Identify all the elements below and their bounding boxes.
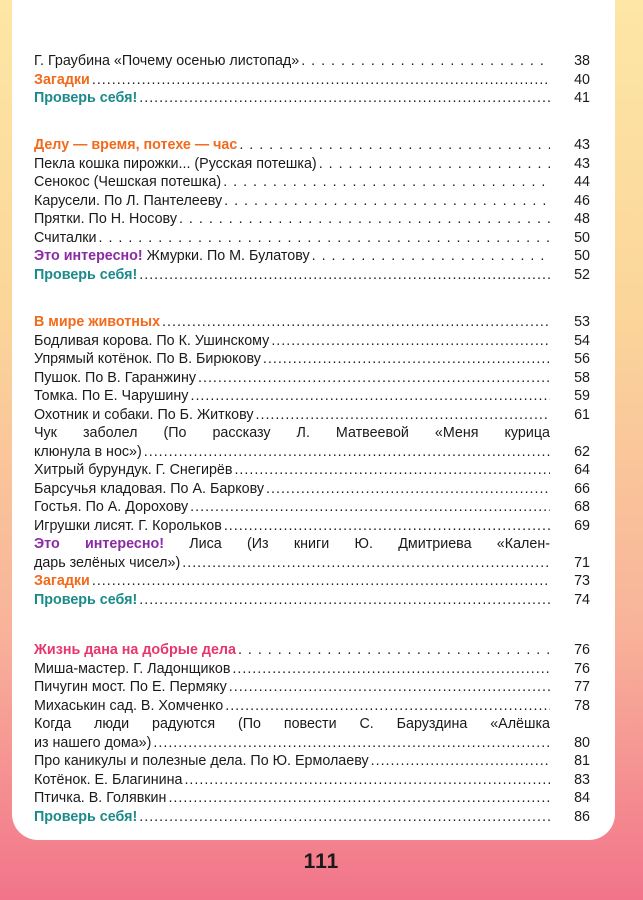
toc-entry[interactable] bbox=[34, 443, 590, 462]
toc-entry[interactable] bbox=[34, 771, 590, 790]
toc-entry-title bbox=[34, 808, 137, 827]
toc-text: Про каникулы и полезные дела. По Ю. Ермолаеву bbox=[34, 753, 369, 769]
toc-entry[interactable] bbox=[34, 52, 590, 71]
dot-leader bbox=[190, 498, 550, 517]
toc-entry[interactable] bbox=[34, 808, 590, 827]
toc-text: Игрушки лисят. Г. Корольков bbox=[34, 517, 222, 534]
toc-text: Гостья. По А. Дорохову bbox=[34, 499, 189, 515]
toc-text: Прятки. По Н. Носову bbox=[34, 211, 177, 227]
toc-entry[interactable] bbox=[34, 789, 590, 808]
toc-entry-title bbox=[34, 369, 196, 388]
toc-text: Когда люди радуются (По повести С. Баруздина «Алёшка bbox=[34, 716, 550, 732]
dot-leader bbox=[139, 89, 550, 108]
dot-leader bbox=[139, 808, 550, 827]
toc-text: Бодливая корова. По К. Ушинскому bbox=[34, 332, 270, 349]
toc-entry[interactable] bbox=[34, 71, 590, 90]
toc-page-number: 54 bbox=[574, 332, 590, 349]
toc-page-number: 68 bbox=[574, 499, 590, 515]
toc-text: клюнула в нос») bbox=[34, 443, 142, 460]
dot-leader bbox=[263, 350, 550, 369]
toc-text: Лиса (Из книги Ю. Дмитриева «Кален- bbox=[163, 536, 550, 552]
toc-entry[interactable] bbox=[34, 192, 590, 211]
toc-entry-title bbox=[34, 71, 90, 90]
toc-page-number: 56 bbox=[574, 351, 590, 367]
dot-leader bbox=[238, 641, 550, 660]
toc-text: Птичка. В. Голявкин bbox=[34, 790, 167, 806]
dot-leader bbox=[190, 387, 550, 406]
toc-entry[interactable] bbox=[34, 332, 590, 351]
toc-entry[interactable] bbox=[34, 554, 590, 573]
toc-section bbox=[34, 641, 590, 826]
toc-label-purple: Это интересно! bbox=[34, 248, 143, 264]
toc-page-number: 77 bbox=[574, 679, 590, 695]
toc-page-number: 46 bbox=[574, 192, 590, 209]
toc-text: Упрямый котёнок. По В. Бирюкову bbox=[34, 351, 261, 367]
toc-entry-title bbox=[34, 789, 166, 808]
dot-leader bbox=[319, 155, 550, 174]
toc-page-number: 71 bbox=[574, 554, 590, 571]
dot-leader bbox=[168, 789, 550, 808]
dot-leader bbox=[179, 210, 550, 229]
toc-entry-title bbox=[34, 173, 221, 192]
dot-leader bbox=[144, 443, 550, 462]
toc-page-number: 38 bbox=[574, 53, 590, 69]
toc-page-number: 52 bbox=[574, 266, 590, 283]
toc-text: Хитрый бурундук. Г. Снегирёв bbox=[34, 462, 233, 478]
toc-entry-title bbox=[34, 313, 160, 332]
toc-entry-title bbox=[34, 591, 137, 610]
toc-text: Пушок. По В. Гаранжину bbox=[34, 369, 197, 386]
dot-leader bbox=[371, 752, 550, 771]
toc-entry-title bbox=[34, 678, 227, 697]
toc-entry-title bbox=[34, 266, 137, 285]
toc-label-teal: Проверь себя! bbox=[34, 90, 138, 106]
dot-leader bbox=[99, 229, 550, 248]
toc-entry[interactable] bbox=[34, 313, 590, 332]
toc-entry-title bbox=[34, 498, 188, 517]
toc-page-number: 61 bbox=[574, 406, 590, 423]
toc-page-number: 69 bbox=[574, 517, 590, 534]
toc-page-number: 44 bbox=[574, 174, 590, 190]
toc-page-number: 43 bbox=[574, 137, 590, 153]
toc-page-number: 76 bbox=[574, 642, 590, 658]
toc-entry[interactable] bbox=[34, 715, 590, 734]
toc-entry-title bbox=[34, 554, 180, 573]
toc-entry[interactable] bbox=[34, 136, 590, 155]
dot-leader bbox=[139, 266, 550, 285]
toc-entry-title bbox=[34, 192, 222, 211]
toc-entry[interactable] bbox=[34, 697, 590, 716]
dot-leader bbox=[153, 734, 550, 753]
dot-leader bbox=[139, 591, 550, 610]
dot-leader bbox=[198, 369, 550, 388]
dot-leader bbox=[232, 660, 550, 679]
toc-text: Сенокос (Чешская потешка) bbox=[34, 174, 222, 190]
dot-leader bbox=[92, 572, 550, 591]
toc-text: Карусели. По Л. Пантелееву bbox=[34, 192, 223, 209]
toc-entry-title bbox=[34, 752, 369, 771]
toc-entry-title bbox=[34, 229, 97, 248]
dot-leader bbox=[92, 71, 550, 90]
dot-leader bbox=[239, 136, 550, 155]
toc-section bbox=[34, 136, 590, 284]
dot-leader bbox=[224, 517, 550, 536]
toc-label-purple: Это интересно! bbox=[34, 536, 164, 552]
toc-entry-title bbox=[34, 734, 151, 753]
toc-page-number: 50 bbox=[574, 229, 590, 246]
toc-label-teal: Проверь себя! bbox=[34, 808, 138, 825]
toc-entry[interactable] bbox=[34, 517, 590, 536]
dot-leader bbox=[266, 480, 550, 499]
dot-leader bbox=[184, 771, 550, 790]
toc-page-number: 59 bbox=[574, 388, 590, 404]
toc-entry[interactable] bbox=[34, 678, 590, 697]
dot-leader bbox=[234, 461, 550, 480]
toc-page-number: 78 bbox=[574, 697, 590, 714]
toc-label-orange: Загадки bbox=[34, 573, 90, 589]
toc-entry[interactable] bbox=[34, 155, 590, 174]
toc-section bbox=[34, 313, 590, 609]
toc-page-number: 73 bbox=[574, 573, 590, 589]
dot-leader bbox=[224, 192, 550, 211]
dot-leader bbox=[223, 173, 550, 192]
toc-text: Барсучья кладовая. По А. Баркову bbox=[34, 480, 265, 497]
page-number: 111 bbox=[303, 850, 340, 873]
toc-page-number: 84 bbox=[574, 790, 590, 806]
toc-entry[interactable] bbox=[34, 369, 590, 388]
toc-text: Считалки bbox=[34, 229, 97, 246]
dot-leader bbox=[162, 313, 550, 332]
toc-page-number: 86 bbox=[574, 808, 590, 825]
toc-entry[interactable] bbox=[34, 424, 590, 443]
toc-entry-title bbox=[34, 89, 137, 108]
toc-text: Томка. По Е. Чарушину bbox=[34, 388, 189, 404]
toc-text: дарь зелёных чисел») bbox=[34, 554, 181, 571]
toc-entry-title bbox=[34, 660, 230, 679]
toc-page-number: 66 bbox=[574, 480, 590, 497]
dot-leader bbox=[256, 406, 550, 425]
toc-entry[interactable] bbox=[34, 572, 590, 591]
toc-page-number: 62 bbox=[574, 443, 590, 460]
toc-entry[interactable] bbox=[34, 461, 590, 480]
toc-entry[interactable] bbox=[34, 406, 590, 425]
toc-entry-title bbox=[34, 641, 236, 660]
page-sheet bbox=[12, 0, 615, 840]
toc-entry[interactable] bbox=[34, 247, 590, 266]
toc-page-number: 41 bbox=[574, 90, 590, 106]
toc-page-number: 83 bbox=[574, 771, 590, 788]
toc-entry[interactable] bbox=[34, 480, 590, 499]
toc-page-number: 80 bbox=[574, 734, 590, 751]
toc-entry-title bbox=[34, 461, 232, 480]
toc-page-number: 76 bbox=[574, 660, 590, 677]
toc-entry-title bbox=[34, 247, 310, 266]
toc-page-number: 53 bbox=[574, 314, 590, 330]
toc-entry-title bbox=[34, 572, 90, 591]
dot-leader bbox=[182, 554, 550, 573]
toc-entry-title bbox=[34, 406, 254, 425]
toc-page-number: 58 bbox=[574, 369, 590, 386]
toc-text: Котёнок. Е. Благинина bbox=[34, 771, 183, 788]
toc-text: Михаськин сад. В. Хомченко bbox=[34, 697, 224, 714]
toc-text: Миша-мастер. Г. Ладонщиков bbox=[34, 660, 231, 677]
dot-leader bbox=[301, 52, 550, 71]
toc-entry-title bbox=[34, 716, 550, 732]
toc-label-orange: В мире животных bbox=[34, 314, 161, 330]
dot-leader bbox=[271, 332, 550, 351]
toc-page-number: 81 bbox=[574, 753, 590, 769]
toc-entry[interactable] bbox=[34, 535, 590, 554]
toc-entry-title bbox=[34, 517, 222, 536]
toc-section bbox=[34, 52, 590, 108]
toc-page-number: 40 bbox=[574, 71, 590, 88]
toc-page-number: 50 bbox=[574, 248, 590, 264]
toc-entry[interactable] bbox=[34, 266, 590, 285]
toc-entry[interactable] bbox=[34, 89, 590, 108]
toc-entry-title bbox=[34, 425, 550, 441]
toc-label-orange: Делу — время, потехе — час bbox=[34, 137, 238, 153]
toc-label-orange: Загадки bbox=[34, 71, 90, 88]
toc-entry[interactable] bbox=[34, 229, 590, 248]
toc-text: Пичугин мост. По Е. Пермяку bbox=[34, 679, 227, 695]
toc-entry-title bbox=[34, 697, 223, 716]
toc-entry[interactable] bbox=[34, 498, 590, 517]
toc-label-teal: Проверь себя! bbox=[34, 266, 138, 283]
toc-text: Жмурки. По М. Булатову bbox=[142, 248, 310, 264]
toc-entry-title bbox=[34, 210, 177, 229]
toc-entry[interactable] bbox=[34, 210, 590, 229]
toc-page-number: 64 bbox=[574, 462, 590, 478]
dot-leader bbox=[225, 697, 550, 716]
toc-entry-title bbox=[34, 387, 188, 406]
toc-label-pink: Жизнь дана на добрые дела bbox=[34, 642, 236, 658]
toc-entry[interactable] bbox=[34, 734, 590, 753]
toc-entry-title bbox=[34, 155, 317, 174]
toc-entry[interactable] bbox=[34, 350, 590, 369]
toc-entry-title bbox=[34, 480, 264, 499]
toc-text: Пекла кошка пирожки... (Русская потешка) bbox=[34, 155, 317, 172]
toc-text: из нашего дома») bbox=[34, 734, 152, 751]
toc-page-number: 74 bbox=[574, 591, 590, 608]
toc-entry[interactable] bbox=[34, 591, 590, 610]
toc-page-number: 48 bbox=[574, 211, 590, 227]
dot-leader bbox=[229, 678, 550, 697]
toc-page-number: 43 bbox=[574, 155, 590, 172]
toc-entry-title bbox=[34, 536, 550, 552]
toc-text: Г. Граубина «Почему осенью листопад» bbox=[34, 53, 300, 69]
toc-entry[interactable] bbox=[34, 752, 590, 771]
toc-entry-title bbox=[34, 771, 182, 790]
toc-text: Чук заболел (По рассказу Л. Матвеевой «Меня курица bbox=[34, 425, 550, 441]
dot-leader bbox=[312, 247, 550, 266]
toc-entry[interactable] bbox=[34, 387, 590, 406]
toc-entry[interactable] bbox=[34, 641, 590, 660]
toc-entry-title bbox=[34, 136, 237, 155]
toc-text: Охотник и собаки. По Б. Житкову bbox=[34, 406, 254, 423]
toc-entry-title bbox=[34, 332, 269, 351]
toc-entry[interactable] bbox=[34, 173, 590, 192]
toc-entry[interactable] bbox=[34, 660, 590, 679]
toc-entry-title bbox=[34, 52, 299, 71]
toc-label-teal: Проверь себя! bbox=[34, 591, 138, 608]
toc-entry-title bbox=[34, 350, 261, 369]
toc-entry-title bbox=[34, 443, 142, 462]
